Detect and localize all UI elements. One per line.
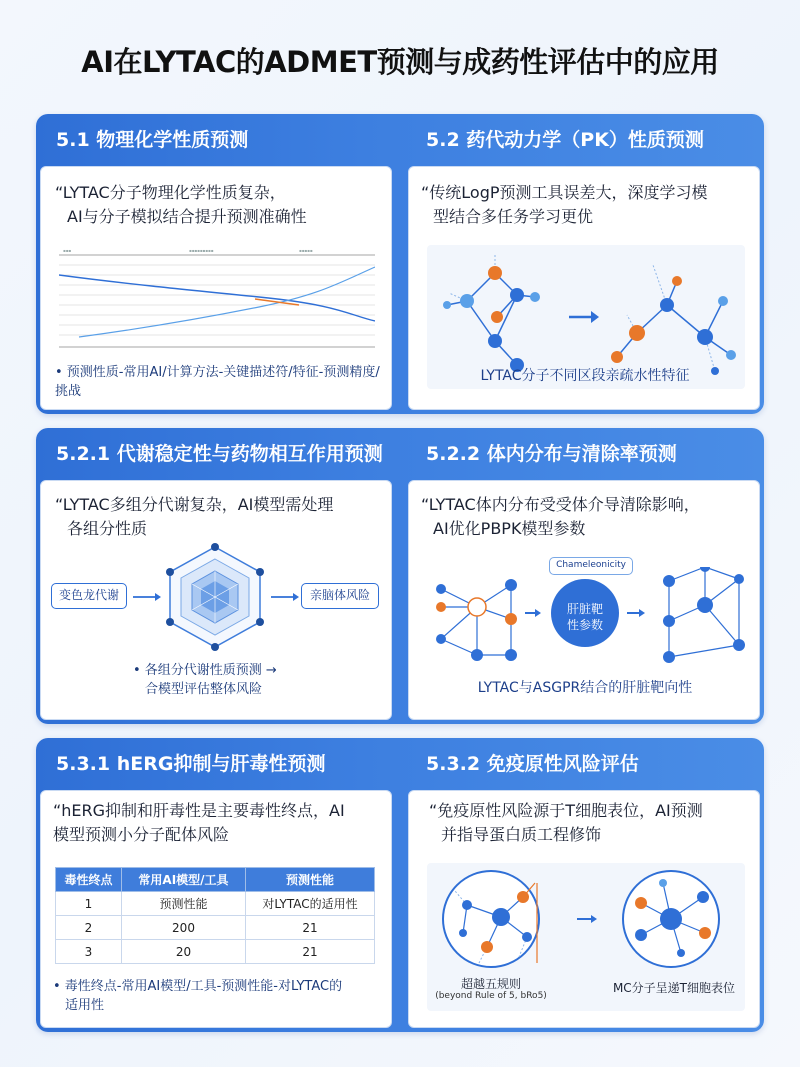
table-cell: 对LYTAC的适用性: [246, 892, 375, 916]
heading-5-2-1: 5.2.1 代谢稳定性与药物相互作用预测: [56, 443, 383, 465]
table-header-cell: 预测性能: [246, 868, 375, 892]
table-cell: 1: [56, 892, 122, 916]
caption-5-2-2: LYTAC与ASGPR结合的肝脏靶向性: [477, 680, 693, 696]
quote-5-2-1-line1: “LYTAC多组分代谢复杂，AI模型需处理: [55, 495, 334, 514]
table-header-cell: 常用AI模型/工具: [122, 868, 246, 892]
heading-5-3-1: 5.3.1 hERG抑制与肝毒性预测: [56, 753, 326, 775]
center-node-label-line1: 肝脏靶: [566, 602, 603, 616]
heading-5-2-2: 5.2.2 体内分布与清除率预测: [426, 443, 677, 465]
quote-5-2-line1: “传统LogP预测工具误差大，深度学习模: [421, 183, 708, 202]
heading-5-3-2: 5.3.2 免疫原性风险评估: [426, 753, 639, 775]
table-row: [56, 916, 375, 940]
chameleonicity-tag: Chameleonicity: [549, 557, 633, 575]
bullet-5-2-1-line2: 合模型评估整体风险: [145, 682, 263, 697]
card-5-2: [408, 166, 760, 410]
caption-5-2: LYTAC分子不同区段亲疏水性特征: [480, 368, 690, 384]
table-cell: 21: [246, 940, 375, 964]
table-cell: 21: [246, 916, 375, 940]
metabolism-box: 变色龙代谢: [51, 583, 127, 609]
toxicity-table: [55, 867, 375, 964]
table-cell: 2: [56, 916, 122, 940]
svg-text:▪▪▪▪▪▪▪▪▪: ▪▪▪▪▪▪▪▪▪: [189, 248, 214, 253]
bullet-5-1: • 预测性质-常用AI/计算方法-关键描述符/特征-预测精度/挑战: [55, 365, 380, 399]
hexagon-graphic: [127, 541, 303, 653]
quote-5-2-1-line2: 各组分性质: [67, 519, 148, 538]
quote-5-3-1-line1: “hERG抑制和肝毒性是主要毒性终点，AI: [53, 801, 345, 820]
heading-5-2: 5.2 药代动力学（PK）性质预测: [426, 129, 704, 151]
quote-5-3-2-line2: 并指导蛋白质工程修饰: [441, 825, 602, 844]
quote-5-1-line1: “LYTAC分子物理化学性质复杂，: [55, 183, 286, 202]
immune-panel: [427, 863, 745, 1011]
card-5-1: [40, 166, 392, 410]
table-row: [56, 940, 375, 964]
svg-text:▪▪▪: ▪▪▪: [63, 248, 72, 253]
immune-graphic: [427, 863, 745, 973]
page-title: AI在LYTAC的ADMET预测与成药性评估中的应用: [81, 45, 719, 79]
quote-5-1-line2: AI与分子模拟结合提升预测准确性: [67, 207, 307, 226]
mini-table-graphic: [59, 245, 375, 349]
table-cell: 3: [56, 940, 122, 964]
card-5-3-1: [40, 790, 392, 1028]
table-cell: 20: [122, 940, 246, 964]
risk-box: 亲脑体风险: [301, 583, 379, 609]
card-5-2-1: [40, 480, 392, 720]
quote-5-3-1-line2: 模型预测小分子配体风险: [53, 825, 230, 844]
table-row: [56, 892, 375, 916]
table-cell: 预测性能: [122, 892, 246, 916]
caption-left-line2: (beyond Rule of 5, bRo5): [435, 991, 547, 1001]
bullet-5-2-1-line1: • 各组分代谢性质预测 →: [133, 663, 277, 678]
quote-5-3-2-line1: “免疫原性风险源于T细胞表位，AI预测: [429, 801, 703, 820]
quote-5-2-line2: 型结合多任务学习更优: [433, 207, 594, 226]
heading-5-1: 5.1 物理化学性质预测: [56, 129, 249, 151]
caption-left-line1: 超越五规则: [460, 977, 521, 991]
table-cell: 200: [122, 916, 246, 940]
quote-5-2-2-line2: AI优化PBPK模型参数: [433, 519, 586, 538]
table-header-cell: 毒性终点: [56, 868, 122, 892]
bullet-5-3-1-line2: 适用性: [65, 998, 105, 1013]
card-5-3-2: [408, 790, 760, 1028]
center-node-label-line2: 性参数: [566, 618, 603, 632]
card-5-2-2: [408, 480, 760, 720]
bullet-5-3-1-line1: • 毒性终点-常用AI模型/工具-预测性能-对LYTAC的: [53, 979, 343, 994]
svg-text:▪▪▪▪▪: ▪▪▪▪▪: [299, 248, 313, 253]
quote-5-2-2-line1: “LYTAC体内分布受受体介导清除影响，: [421, 495, 700, 514]
caption-right: MC分子呈递T细胞表位: [612, 981, 736, 995]
